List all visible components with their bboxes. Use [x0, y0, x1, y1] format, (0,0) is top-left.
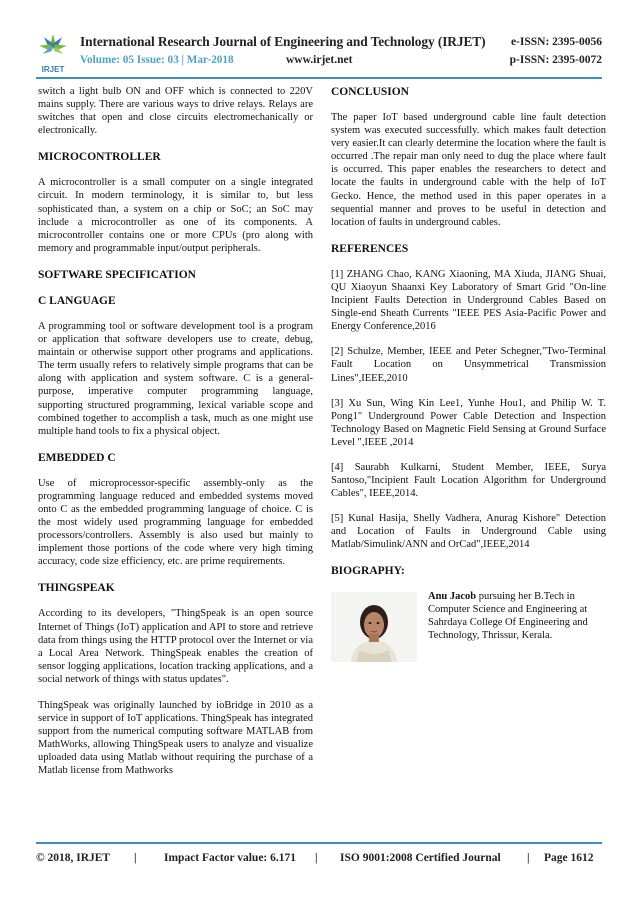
- conclusion-paragraph: The paper IoT based underground cable line fault detection system was executed successfully. which makes fault detection very easier.It can clearly determine the location where the fault is occurred .The repair man only need to dug the place where fault is occurred. This paper enables the researchers to detect and locate the faults in underground cable with the help of IoT Gecko. Hence, the method used in this paper operates in a sequential manner and proves to be useful in detection and location of faults in underground cables.: [331, 112, 606, 228]
- left-column: [38, 85, 313, 791]
- journal-url[interactable]: www.irjet.net: [286, 54, 353, 66]
- biography-text: [428, 590, 608, 642]
- journal-title: International Research Journal of Engineering and Technology (IRJET): [80, 34, 486, 49]
- microcontroller-paragraph: A microcontroller is a small computer on a single integrated circuit. In modern terminology, it is similar to, but less sophisticated than, a system on a chip or SoC; an SoC may include a microcontroller as one of its components. A microcontroller contains one or more CPUs (pro along with memory and programmable input/output peripherals.: [38, 177, 313, 254]
- heading-c-language: C LANGUAGE: [38, 294, 116, 307]
- author-photo: [331, 592, 417, 662]
- volume-issue: Volume: 05 Issue: 03 | Mar-2018: [80, 54, 234, 66]
- footer-rule: [36, 842, 602, 844]
- thingspeak-paragraph-2: ThingSpeak was originally launched by ioBridge in 2010 as a service in support of IoT applications. ThingSpeak has integrated support from the numerical computing software MATLAB from MathWorks, allowing ThingSpeak users to analyze and visualize uploaded data using Matlab without requiring the purchase of a Matlab license from Mathworks: [38, 700, 313, 777]
- biography-block: [331, 590, 606, 670]
- heading-software-specification: SOFTWARE SPECIFICATION: [38, 268, 196, 281]
- heading-thingspeak: THINGSPEAK: [38, 582, 115, 595]
- embedded-c-paragraph: Use of microprocessor-specific assembly-only as the programming language reduced and embedded systems moved onto C as the embedded programming language of choice. C is the most widely used programming language for embedded processors/controllers. Assembly is also used but mainly to implement those portions of the code where very high timing accuracy, code size efficiency, etc. are prime requirements.: [38, 477, 313, 568]
- right-column: [331, 85, 606, 670]
- footer-page-number: Page 1612: [544, 852, 594, 864]
- svg-text:IRJET: IRJET: [41, 65, 65, 74]
- footer-separator: |: [315, 852, 318, 864]
- journal-header: [36, 32, 602, 76]
- footer-impact-factor: Impact Factor value: 6.171: [164, 852, 297, 864]
- intro-paragraph: switch a light bulb ON and OFF which is connected to 220V mains supply. There are various ways to drive relays. Relays are switches that open and close circuits electromechanically or electronically.: [38, 86, 313, 137]
- p-issn: p-ISSN: 2395-0072: [509, 54, 602, 66]
- biography-description: pursuing her B.Tech in Computer Science and Engineering at Sahrdaya College Of Engineering and Technology, Thrissur, Kerala.: [428, 590, 588, 641]
- footer-iso: ISO 9001:2008 Certified Journal: [340, 852, 501, 864]
- heading-microcontroller: MICROCONTROLLER: [38, 151, 161, 164]
- footer-separator: |: [134, 852, 137, 864]
- header-rule: [36, 77, 602, 79]
- heading-references: REFERENCES: [331, 242, 409, 255]
- reference-item: [1] ZHANG Chao, KANG Xiaoning, MA Xiuda, JIANG Shuai, QU Xiaoyun Shaanxi Key Laboratory of Smart Grid "On-line Incipient Faults Detection in Underground Cables Based on Single-end Sheath Currents "IEEE PES Asia-Pacific Power and Energy Conference,2016: [331, 268, 606, 333]
- footer-separator: |: [527, 852, 530, 864]
- reference-item: [5] Kunal Hasija, Shelly Vadhera, Anurag Kishore" Detection and Location of Faults in Underground Cable using Matlab/Simulink/ANN and OrCad",IEEE,2014: [331, 513, 606, 551]
- reference-item: [2] Schulze, Member, IEEE and Peter Schegner,"Two-Terminal Fault Location on Unsymmetrical Transmission Lines",IEEE,2010: [331, 346, 606, 384]
- heading-conclusion: CONCLUSION: [331, 86, 409, 98]
- reference-item: [3] Xu Sun, Wing Kin Lee1, Yunhe Hou1, and Philip W. T. Pong1" Underground Power Cable Detection and Inspection Technology Based on Magnetic Field Sensing at Ground Surface Level ",IEEE ,2014: [331, 397, 606, 448]
- footer-copyright: © 2018, IRJET: [36, 852, 111, 864]
- heading-biography: BIOGRAPHY:: [331, 564, 405, 577]
- reference-item: [4] Saurabh Kulkarni, Student Member, IEEE, Surya Santoso,"Incipient Fault Location Algorithm for Underground Cables", IEEE,2014.: [331, 461, 606, 500]
- c-language-paragraph: A programming tool or software development tool is a program or application that software developers use to create, debug, maintain or otherwise support other programs and applications. The term usually refers to relatively simple programs that can be along with application and system software. C is a general-purpose, imperative computer programming language, supporting structured programming, lexical variable scope and combined together to accomplish a task, much as one might use multiple hand tools to fix a physical object.: [38, 320, 313, 437]
- irjet-logo: [36, 32, 70, 74]
- author-name: Anu Jacob: [428, 590, 477, 602]
- thingspeak-paragraph-1: According to its developers, "ThingSpeak is an open source Internet of Things (IoT) application and API to store and retrieve data from things using the HTTP protocol over the Internet or via a Local Area Network. ThingSpeak enables the creation of sensor logging applications, location tracking applications, and a social network of things with status updates".: [38, 608, 313, 685]
- e-issn: e-ISSN: 2395-0056: [510, 36, 602, 48]
- heading-embedded-c: EMBEDDED C: [38, 451, 116, 464]
